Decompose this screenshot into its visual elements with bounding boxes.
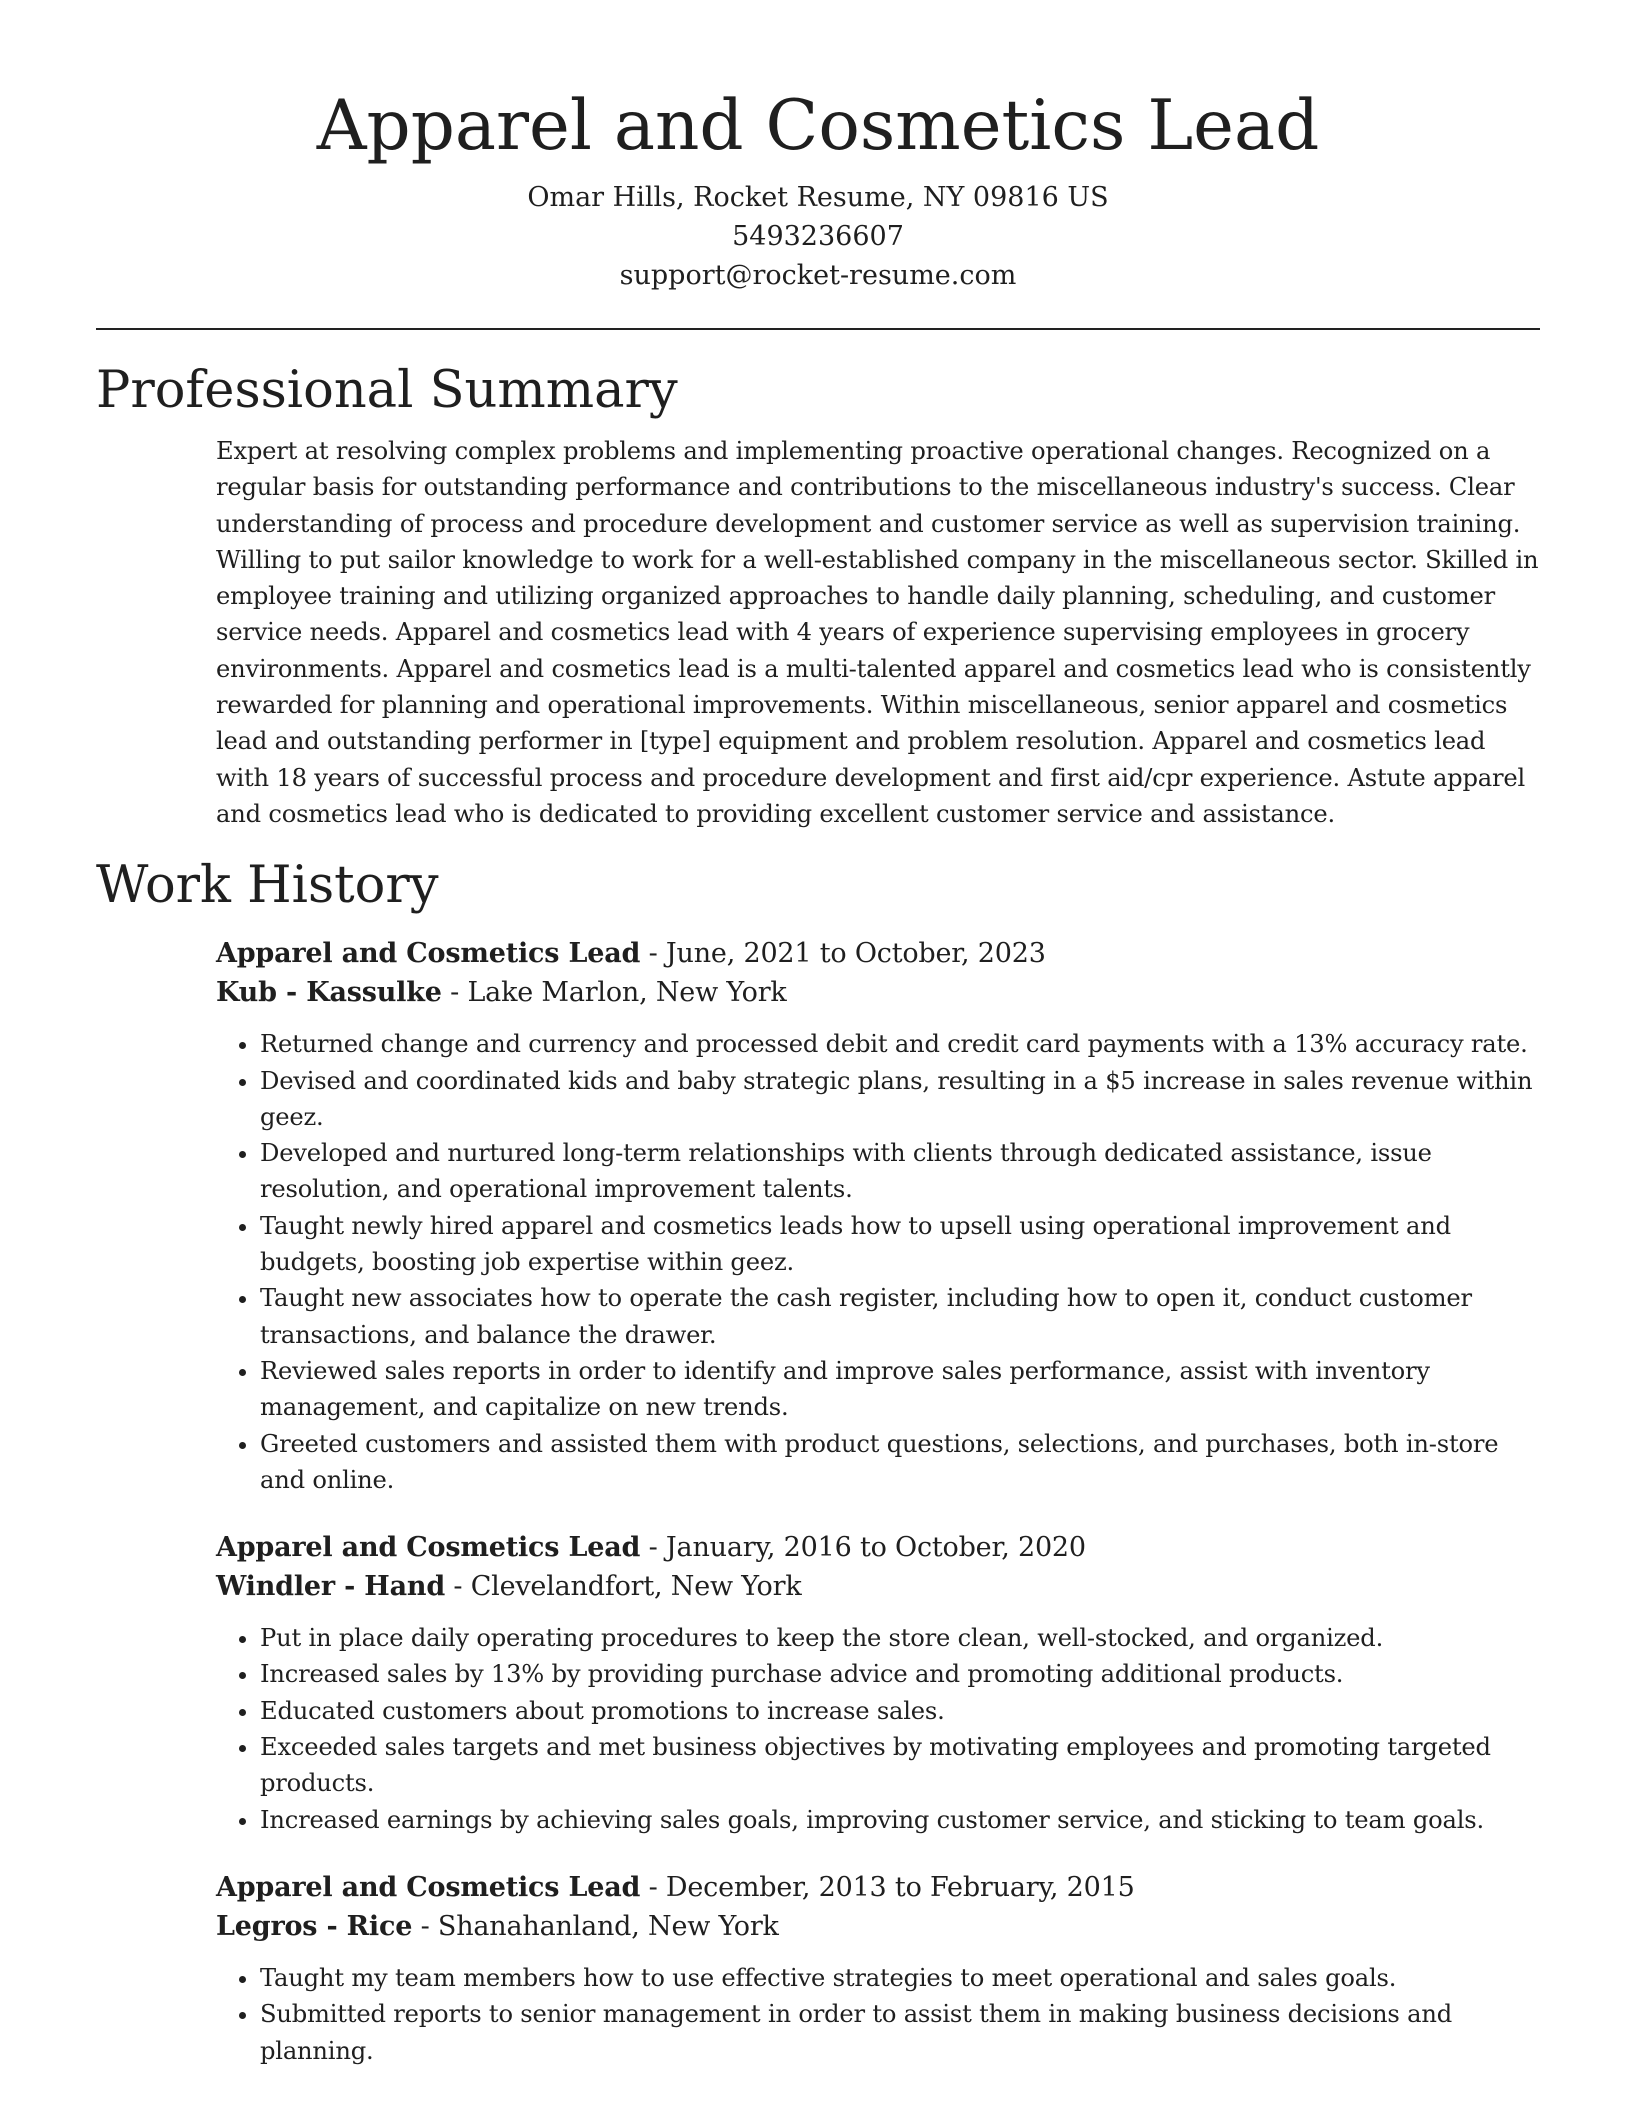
- job-separator: -: [648, 1532, 666, 1564]
- job-separator: -: [648, 938, 666, 970]
- resume-header: [96, 0, 1540, 295]
- job-entry: [216, 934, 1540, 1498]
- job-title: Apparel and Cosmetics Lead: [216, 1871, 641, 1903]
- job-title: Apparel and Cosmetics Lead: [216, 938, 641, 970]
- job-bullets: [216, 1026, 1540, 1498]
- job-dates: June, 2021 to October, 2023: [665, 938, 1046, 970]
- job-separator: -: [420, 1910, 438, 1942]
- job-company: Kub - Kassulke: [216, 977, 442, 1009]
- summary-text: Expert at resolving complex problems and implementing proactive operational changes. Recognized on a regular basis for outstanding performance and contributions to the miscellaneous industry's success. Clear understanding of process and procedure development and customer service as well as supervision training. Willing to put sailor knowledge to work for a well-established company in the miscellaneous sector. Skilled in employee training and utilizing organized approaches to handle daily planning, scheduling, and customer service needs. Apparel and cosmetics lead with 4 years of experience supervising employees in grocery environments. Apparel and cosmetics lead is a multi-talented apparel and cosmetics lead who is consistently rewarded for planning and operational improvements. Within miscellaneous, senior apparel and cosmetics lead and outstanding performer in [type] equipment and problem resolution. Apparel and cosmetics lead with 18 years of successful process and procedure development and first aid/cpr experience. Astute apparel and cosmetics lead who is dedicated to providing excellent customer service and assistance.: [216, 437, 1539, 828]
- job-dates: January, 2016 to October, 2020: [665, 1532, 1086, 1564]
- job-heading: [216, 934, 1540, 973]
- job-bullet: • Devised and coordinated kids and baby strategic plans, resulting in a $5 increase in sales revenue within geez.: [260, 1063, 1540, 1136]
- section-title-work-history: Work History: [96, 856, 439, 916]
- job-bullet: • Taught my team members how to use effective strategies to meet operational and sales goals.: [260, 1960, 1540, 1996]
- job-bullet: • Returned change and currency and processed debit and credit card payments with a 13% accuracy rate.: [260, 1026, 1540, 1062]
- job-bullet: • Reviewed sales reports in order to identify and improve sales performance, assist with inventory management, and capitalize on new trends.: [260, 1353, 1540, 1426]
- job-dates: December, 2013 to February, 2015: [665, 1871, 1135, 1903]
- job-bullet: • Taught new associates how to operate the cash register, including how to open it, conduct customer transactions, and balance the drawer.: [260, 1280, 1540, 1353]
- work-history-list: [216, 934, 1540, 2069]
- job-bullets: [216, 1960, 1540, 2069]
- job-entry: [216, 1528, 1540, 1838]
- section-title-summary: Professional Summary: [96, 361, 678, 420]
- job-separator: -: [450, 977, 468, 1009]
- job-heading: [216, 1868, 1540, 1907]
- job-bullet: • Submitted reports to senior management in order to assist them in making business decisions and planning.: [260, 1996, 1540, 2069]
- job-bullet: • Educated customers about promotions to increase sales.: [260, 1693, 1540, 1729]
- job-bullets: [216, 1620, 1540, 1838]
- job-bullet: • Increased sales by 13% by providing purchase advice and promoting additional products.: [260, 1656, 1540, 1692]
- job-separator: -: [648, 1871, 666, 1903]
- job-company: Legros - Rice: [216, 1910, 413, 1942]
- job-title: Apparel and Cosmetics Lead: [216, 1532, 641, 1564]
- job-bullet: • Put in place daily operating procedures to keep the store clean, well-stocked, and organized.: [260, 1620, 1540, 1656]
- contact-email: support@rocket-resume.com: [619, 260, 1017, 291]
- job-location: Shanahanland, New York: [437, 1910, 779, 1942]
- job-employer: [216, 1907, 1540, 1946]
- job-entry: [216, 1868, 1540, 2069]
- job-bullet: • Exceeded sales targets and met business objectives by motivating employees and promoting targeted products.: [260, 1729, 1540, 1802]
- job-bullet: • Taught newly hired apparel and cosmetics leads how to upsell using operational improvement and budgets, boosting job expertise within geez.: [260, 1208, 1540, 1281]
- contact-phone: 5493236607: [732, 221, 904, 252]
- resume-page: [96, 0, 1540, 2069]
- header-divider: [96, 328, 1540, 330]
- job-employer: [216, 1567, 1540, 1606]
- job-separator: -: [453, 1571, 471, 1603]
- contact-block: [96, 178, 1540, 295]
- contact-address: Omar Hills, Rocket Resume, NY 09816 US: [527, 182, 1109, 213]
- job-bullet: • Developed and nurtured long-term relationships with clients through dedicated assistance, issue resolution, and operational improvement talents.: [260, 1135, 1540, 1208]
- job-bullet: • Greeted customers and assisted them with product questions, selections, and purchases, both in-store and online.: [260, 1426, 1540, 1499]
- job-bullet: • Increased earnings by achieving sales goals, improving customer service, and sticking to team goals.: [260, 1802, 1540, 1838]
- resume-name: Apparel and Cosmetics Lead: [316, 86, 1320, 166]
- job-location: Clevelandfort, New York: [470, 1571, 802, 1603]
- job-employer: [216, 973, 1540, 1012]
- job-location: Lake Marlon, New York: [467, 977, 787, 1009]
- job-company: Windler - Hand: [216, 1571, 445, 1603]
- job-heading: [216, 1528, 1540, 1567]
